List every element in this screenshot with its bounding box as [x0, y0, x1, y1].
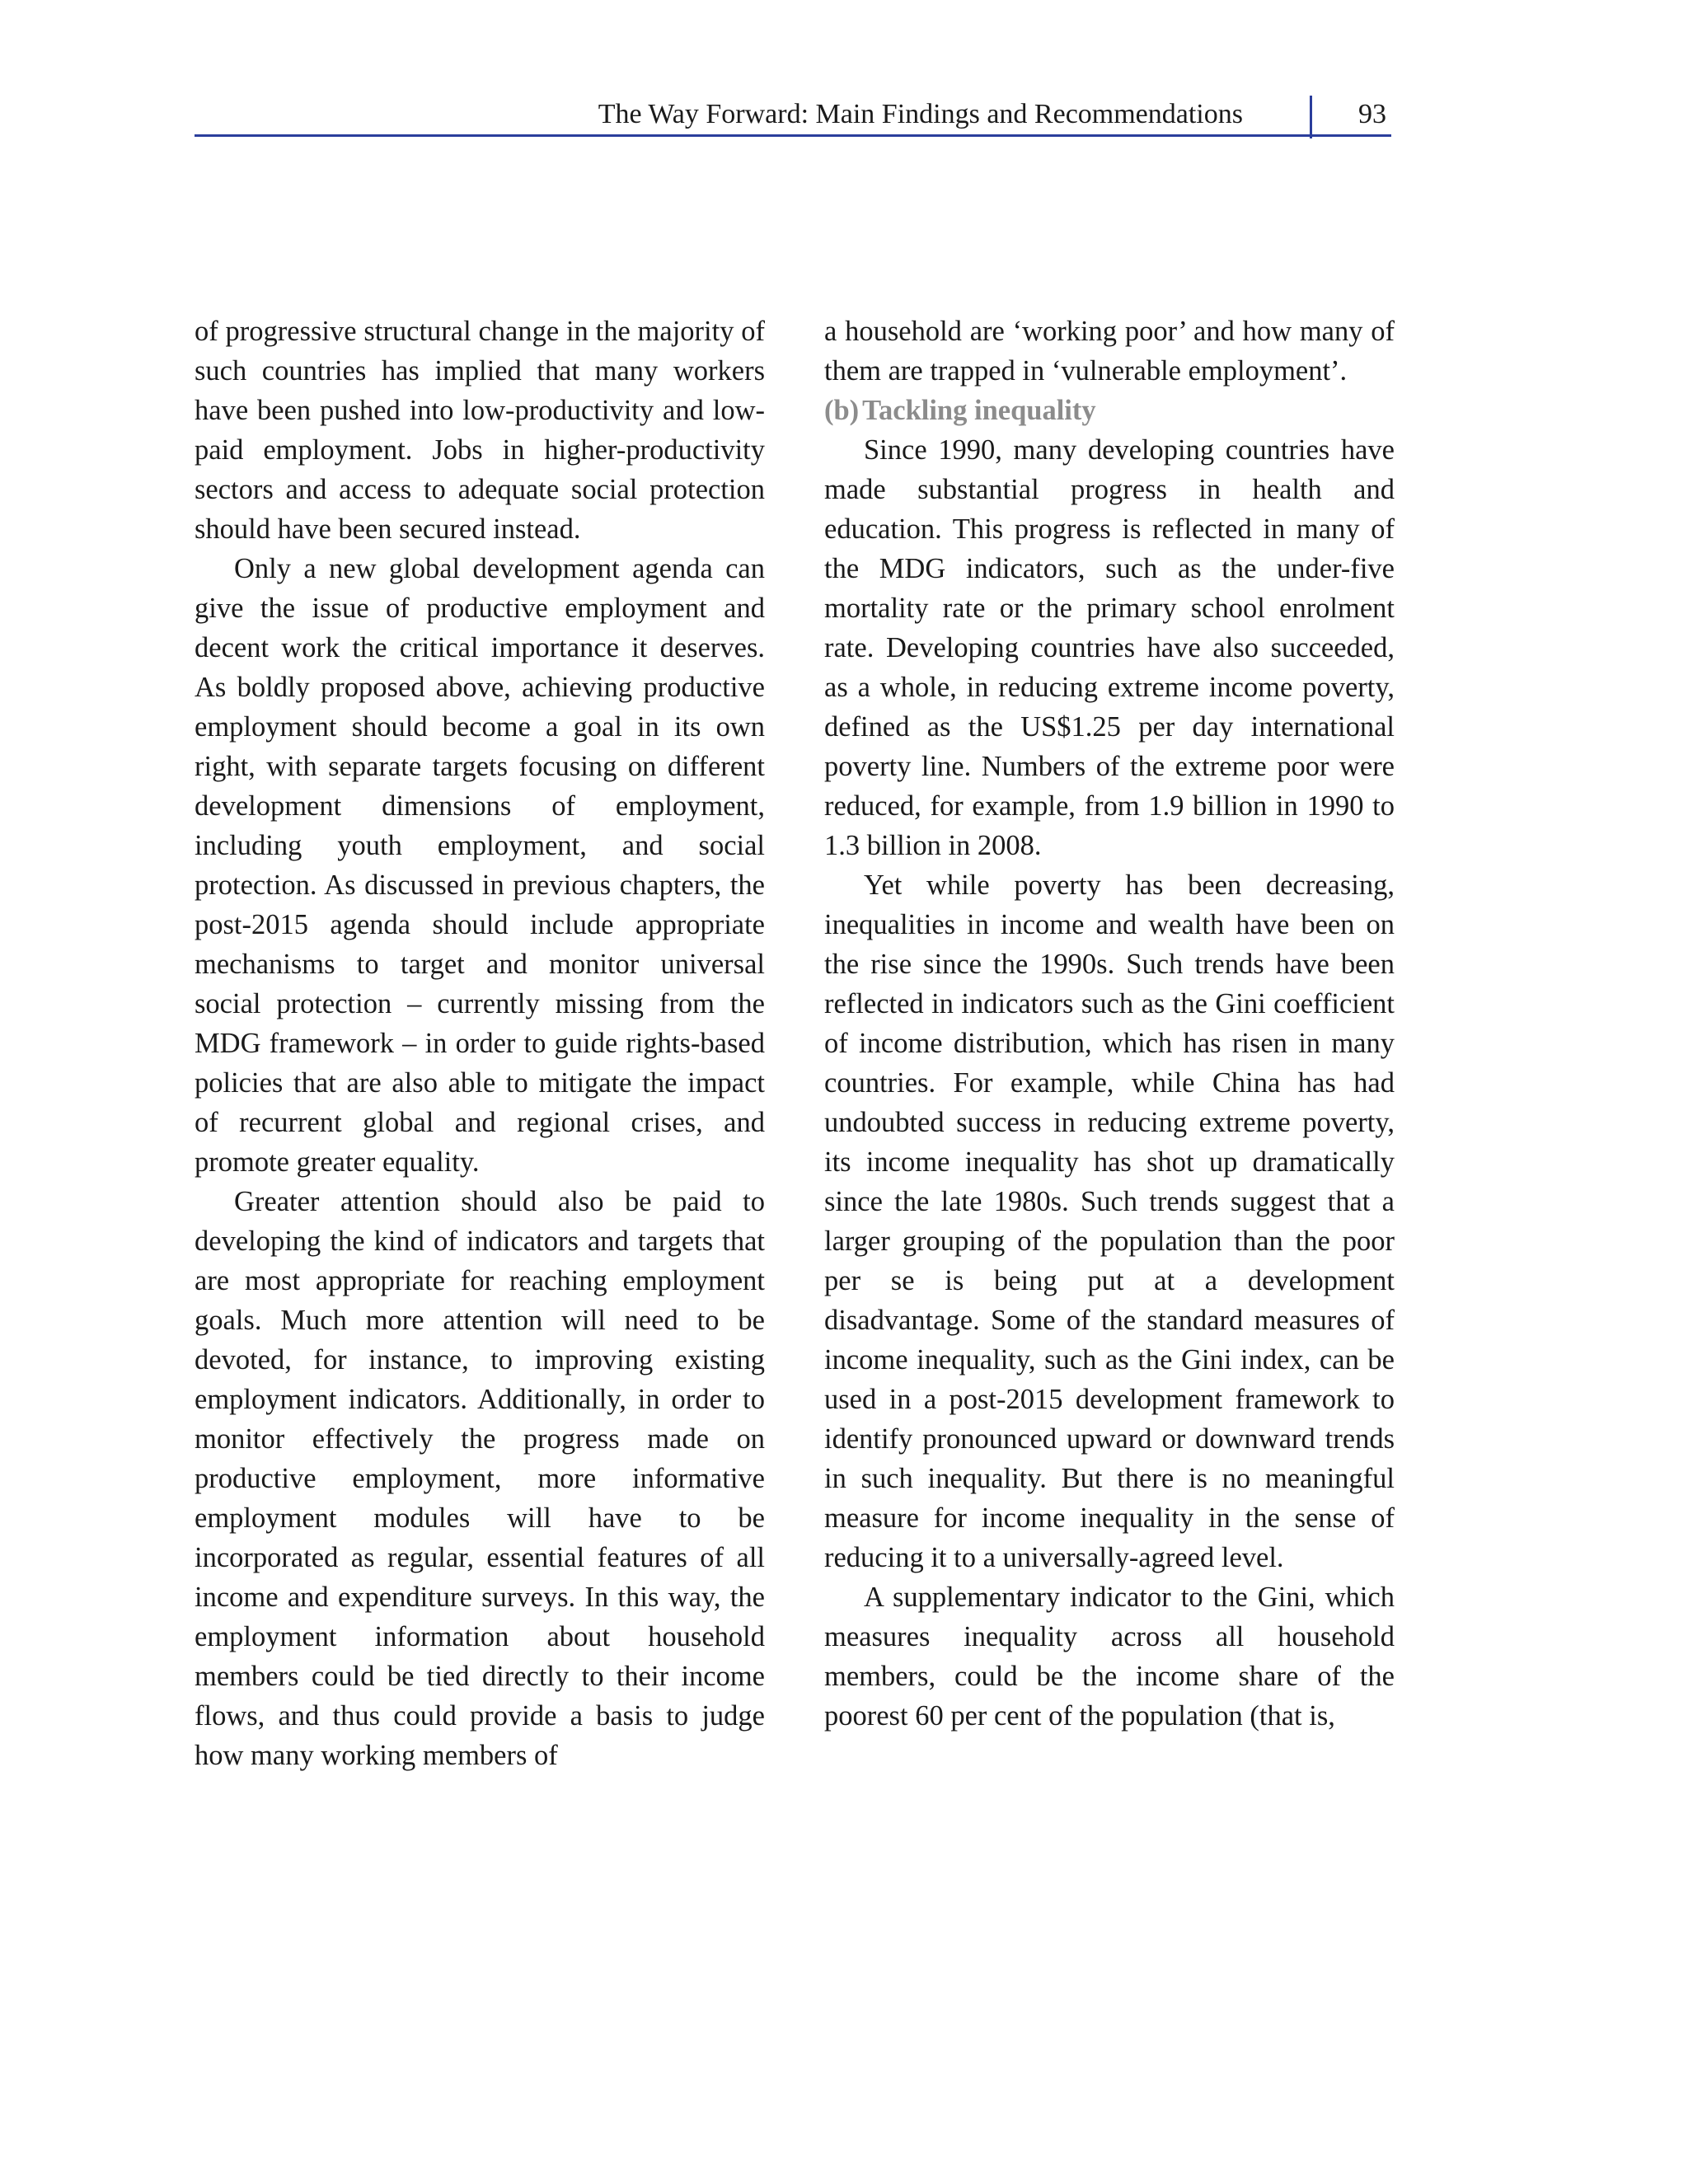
subheading-number: (b): [824, 395, 860, 426]
right-paragraph-2: Yet while poverty has been decreasing, inequalities in income and wealth have been on the rise since the 1990s. Such trends have been reflected in indicators such as the Gini coefficient of income distribution, which has risen in many countries. For example, while China has had undoubted success in reducing extreme poverty, its income inequality has shot up dramatically since the late 1980s. Such trends suggest that a larger grouping of the population than the poor per se is being put at a development disadvantage. Some of the standard measures of income inequality, such as the Gini index, can be used in a post-2015 development framework to identify pronounced upward or downward trends in such inequality. But there is no meaningful measure for income inequality in the sense of reducing it to a universally-agreed level.: [824, 869, 1395, 1573]
right-continuation-paragraph: a household are ‘working poor’ and how many of them are trapped in ‘vulnerable employment’.: [824, 316, 1395, 387]
header-divider: [1310, 96, 1312, 138]
right-paragraph-3: A supplementary indicator to the Gini, which measures inequality across all household members, could be the income share of the poorest 60 per cent of the population (that is,: [824, 1582, 1395, 1732]
subheading-title: Tackling inequality: [862, 395, 1096, 426]
left-paragraph-2: Only a new global development agenda can give the issue of productive employment and decent work the critical importance it deserves. As boldly proposed above, achieving productive employment should become a goal in its own right, with separate targets focusing on different development dimensions of employment, including youth employment, and social protection. As discussed in previous chapters, the post-2015 agenda should include appropriate mechanisms to target and monitor universal social protection – currently missing from the MDG framework – in order to guide rights-based policies that are also able to mitigate the impact of recurrent global and regional crises, and promote greater equality.: [195, 553, 765, 1178]
right-column: [824, 312, 1395, 1736]
section-subheading: [824, 391, 1395, 430]
page-number: 93: [1358, 99, 1386, 129]
running-title: The Way Forward: Main Findings and Recommendations: [598, 99, 1243, 129]
right-paragraph-1: Since 1990, many developing countries have made substantial progress in health and education. This progress is reflected in many of the MDG indicators, such as the under-five mortality rate or the primary school enrolment rate. Developing countries have also succeeded, as a whole, in reducing extreme income poverty, defined as the US$1.25 per day international poverty line. Numbers of the extreme poor were reduced, for example, from 1.9 billion in 1990 to 1.3 billion in 2008.: [824, 434, 1395, 861]
left-paragraph-3: Greater attention should also be paid to developing the kind of indicators and targets that are most appropriate for reaching employment goals. Much more attention will need to be devoted, for instance, to improving existing employment indicators. Additionally, in order to monitor effectively the progress made on productive employment, more informative employment modules will have to be incorporated as regular, essential features of all income and expenditure surveys. In this way, the employment information about household members could be tied directly to their income flows, and thus could provide a basis to judge how many working members of: [195, 1186, 765, 1771]
header-rule: [195, 134, 1391, 137]
left-column: [195, 312, 765, 1775]
left-paragraph-1: of progressive structural change in the majority of such countries has implied that many workers have been pushed into low-productivity and low-paid employment. Jobs in higher-productivity sectors and access to adequate social protection should have been secured instead.: [195, 316, 765, 545]
